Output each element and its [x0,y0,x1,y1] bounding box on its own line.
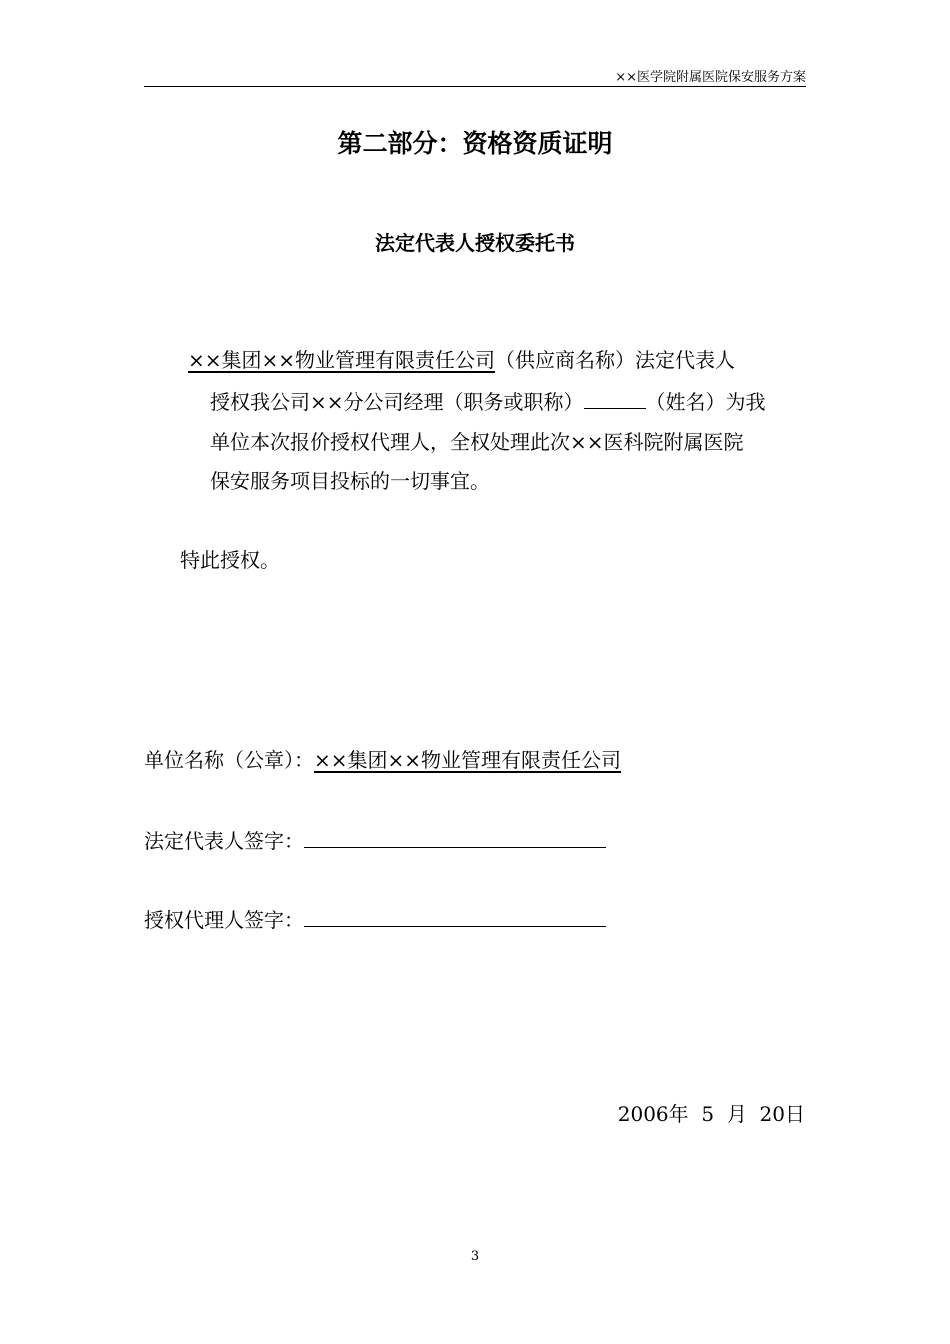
paragraph-line-2-before: 授权我公司××分公司经理（职务或职称） [210,390,584,414]
agent-signature-row [144,907,606,933]
document-title: 法定代表人授权委托书 [375,231,575,255]
name-blank [584,389,646,409]
legal-rep-signature-row [144,828,606,854]
date-year: 2006 [617,1102,669,1126]
date-day-unit: 日 [785,1102,805,1126]
legal-rep-signature-label: 法定代表人签字： [144,829,304,853]
header-rule [144,86,806,87]
supplier-company-name: ××集团××物业管理有限责任公司 [188,348,496,372]
paragraph-line-2 [210,389,766,415]
date-month: 5 [701,1102,715,1126]
unit-name-value: ××集团××物业管理有限责任公司 [314,748,622,772]
paragraph-line-1-rest: （供应商名称）法定代表人 [495,348,736,372]
paragraph-line-2-after: （姓名）为我 [645,390,766,414]
date-year-unit: 年 [668,1102,689,1126]
closing-text: 特此授权。 [180,548,280,572]
legal-rep-signature-line [304,828,606,848]
paragraph-line-3: 单位本次报价授权代理人，全权处理此次××医科院附属医院 [210,430,744,454]
page-number: 3 [470,1249,480,1264]
running-header-title: ××医学院附属医院保安服务方案 [615,70,806,85]
agent-signature-line [304,907,606,927]
paragraph-line-4: 保安服务项目投标的一切事宜。 [210,469,490,493]
document-date [618,1101,805,1127]
unit-name-label: 单位名称（公章）： [144,748,314,772]
paragraph-line-1 [188,347,735,373]
agent-signature-label: 授权代理人签字： [144,908,304,932]
unit-name-row [144,747,621,773]
date-day: 20 [759,1102,785,1126]
date-month-unit: 月 [726,1102,747,1126]
part-title: 第二部分：资格资质证明 [337,129,613,158]
